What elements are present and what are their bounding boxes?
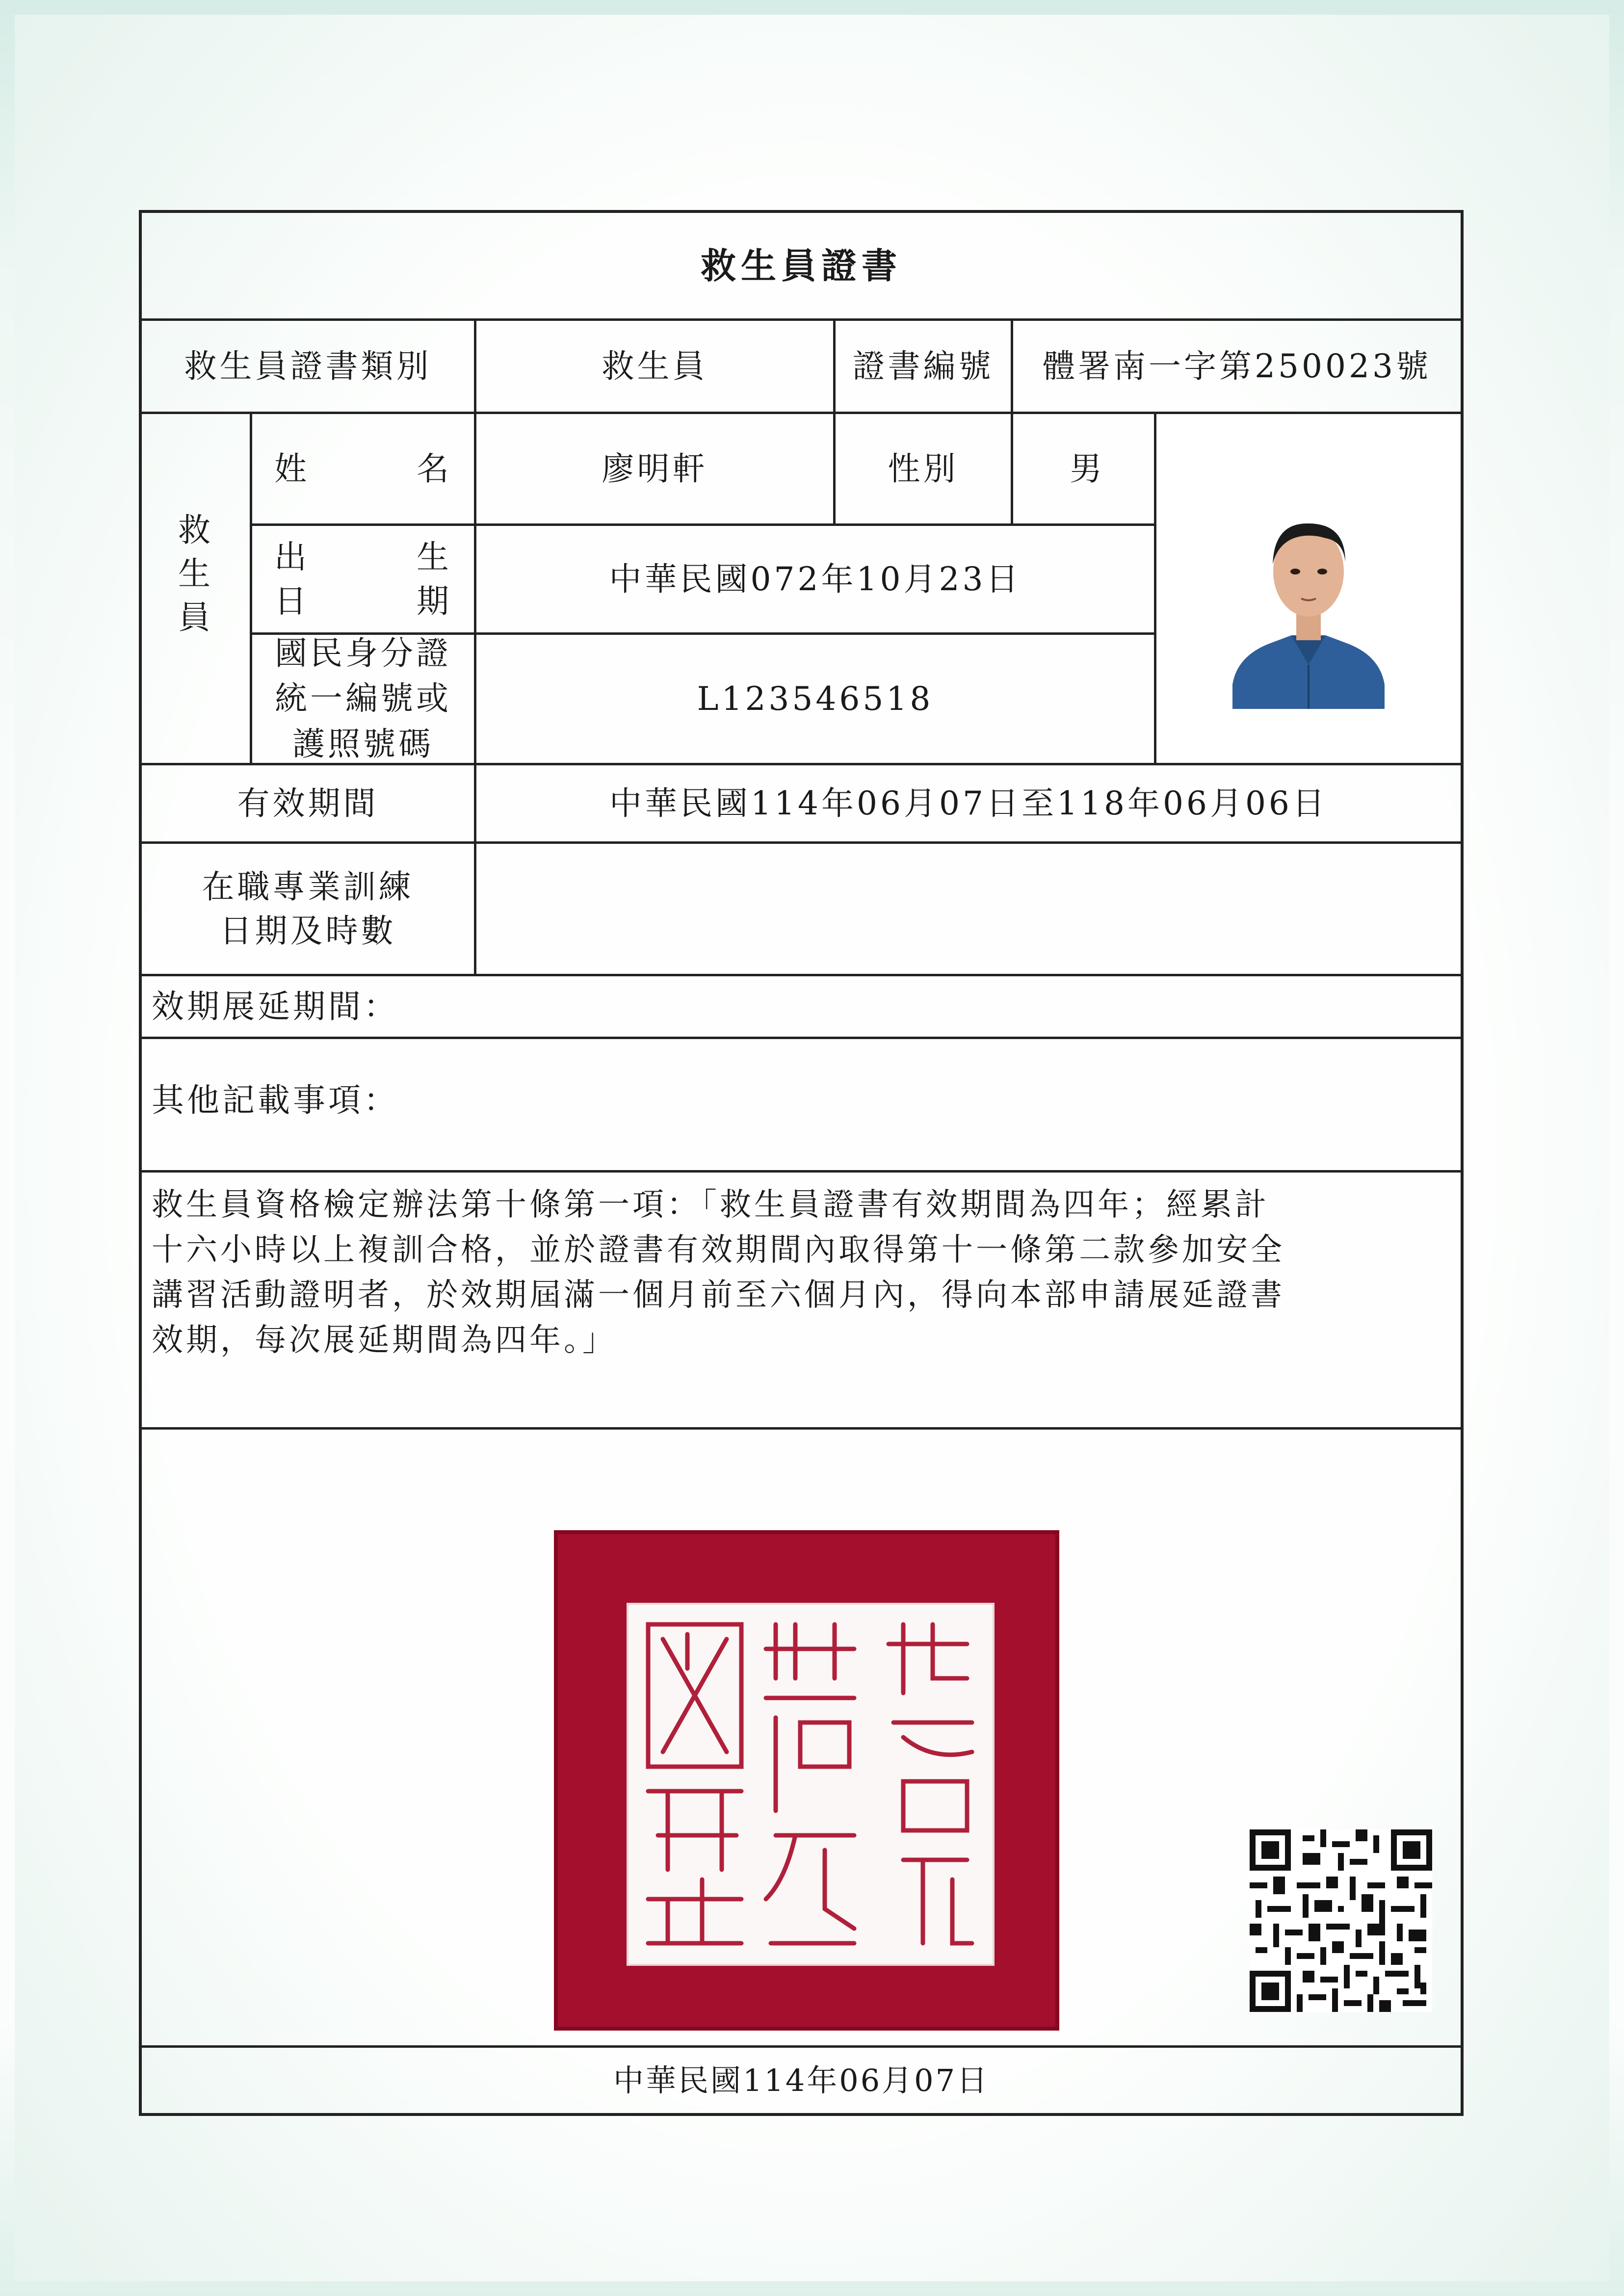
portrait-photo: [1228, 478, 1389, 709]
extension-label: 效期展延期間：: [142, 976, 1461, 1039]
qr-icon: [1250, 1829, 1432, 2012]
regulation-line: 救生員資格檢定辦法第十條第一項：「救生員證書有效期間為四年；經累計: [152, 1187, 1269, 1223]
name-label-char: 名: [417, 449, 452, 488]
training-label-line: 日期及時數: [219, 912, 396, 950]
side-label-char: 生: [178, 554, 213, 593]
number-label: 證書編號: [836, 321, 1013, 414]
training-value: [476, 844, 1461, 976]
side-label-char: 救: [178, 511, 213, 549]
regulation-line: 講習活動證明者，於效期屆滿一個月前至六個月內，得向本部申請展延證書: [152, 1277, 1285, 1313]
certificate-title: 救生員證書: [142, 213, 1461, 321]
training-label-line: 在職專業訓練: [202, 868, 414, 906]
side-label-char: 員: [178, 599, 213, 637]
qr-code[interactable]: [1250, 1829, 1432, 2012]
certificate-frame: [139, 210, 1464, 2116]
category-value: 救生員: [476, 321, 836, 414]
name-value: 廖明軒: [476, 414, 836, 526]
category-label: 救生員證書類別: [142, 321, 476, 414]
birth-label-char: 出: [274, 538, 310, 576]
issue-date: 中華民國114年06月07日: [142, 2045, 1461, 2113]
regulation-note: [147, 1177, 1462, 1363]
birth-label: [252, 526, 476, 635]
validity-label: 有效期間: [142, 765, 476, 844]
birth-label-char: 日: [274, 582, 310, 620]
id-label-line: 國民身分證: [275, 634, 451, 672]
id-label-line: 護照號碼: [292, 725, 434, 763]
gender-label: 性別: [836, 414, 1013, 526]
birth-value: 中華民國072年10月23日: [476, 526, 1156, 635]
other-label: 其他記載事項：: [142, 1039, 1461, 1173]
training-label: [142, 844, 476, 976]
regulation-line: 效期，每次展延期間為四年。」: [152, 1322, 617, 1358]
divider: [142, 1427, 1461, 1430]
seal-face: [627, 1603, 995, 1966]
birth-label-char: 期: [417, 582, 452, 620]
id-value: L123546518: [476, 635, 1156, 765]
birth-label-char: 生: [417, 538, 452, 576]
regulation-line: 十六小時以上複訓合格，並於證書有效期間內取得第十一條第二款參加安全: [152, 1232, 1285, 1268]
name-label: [252, 414, 476, 526]
official-seal: [554, 1530, 1059, 2031]
gender-value: 男: [1013, 414, 1156, 526]
validity-value: 中華民國114年06月07日至118年06月06日: [476, 765, 1461, 844]
lifeguard-side-label: [142, 414, 252, 765]
name-label-char: 姓: [274, 449, 310, 488]
seal-glyphs: [629, 1605, 993, 1964]
id-label-line: 統一編號或: [275, 679, 451, 718]
id-label: [252, 635, 476, 765]
photo-cell: [1156, 414, 1461, 765]
number-value: 體署南一字第250023號: [1013, 321, 1461, 414]
